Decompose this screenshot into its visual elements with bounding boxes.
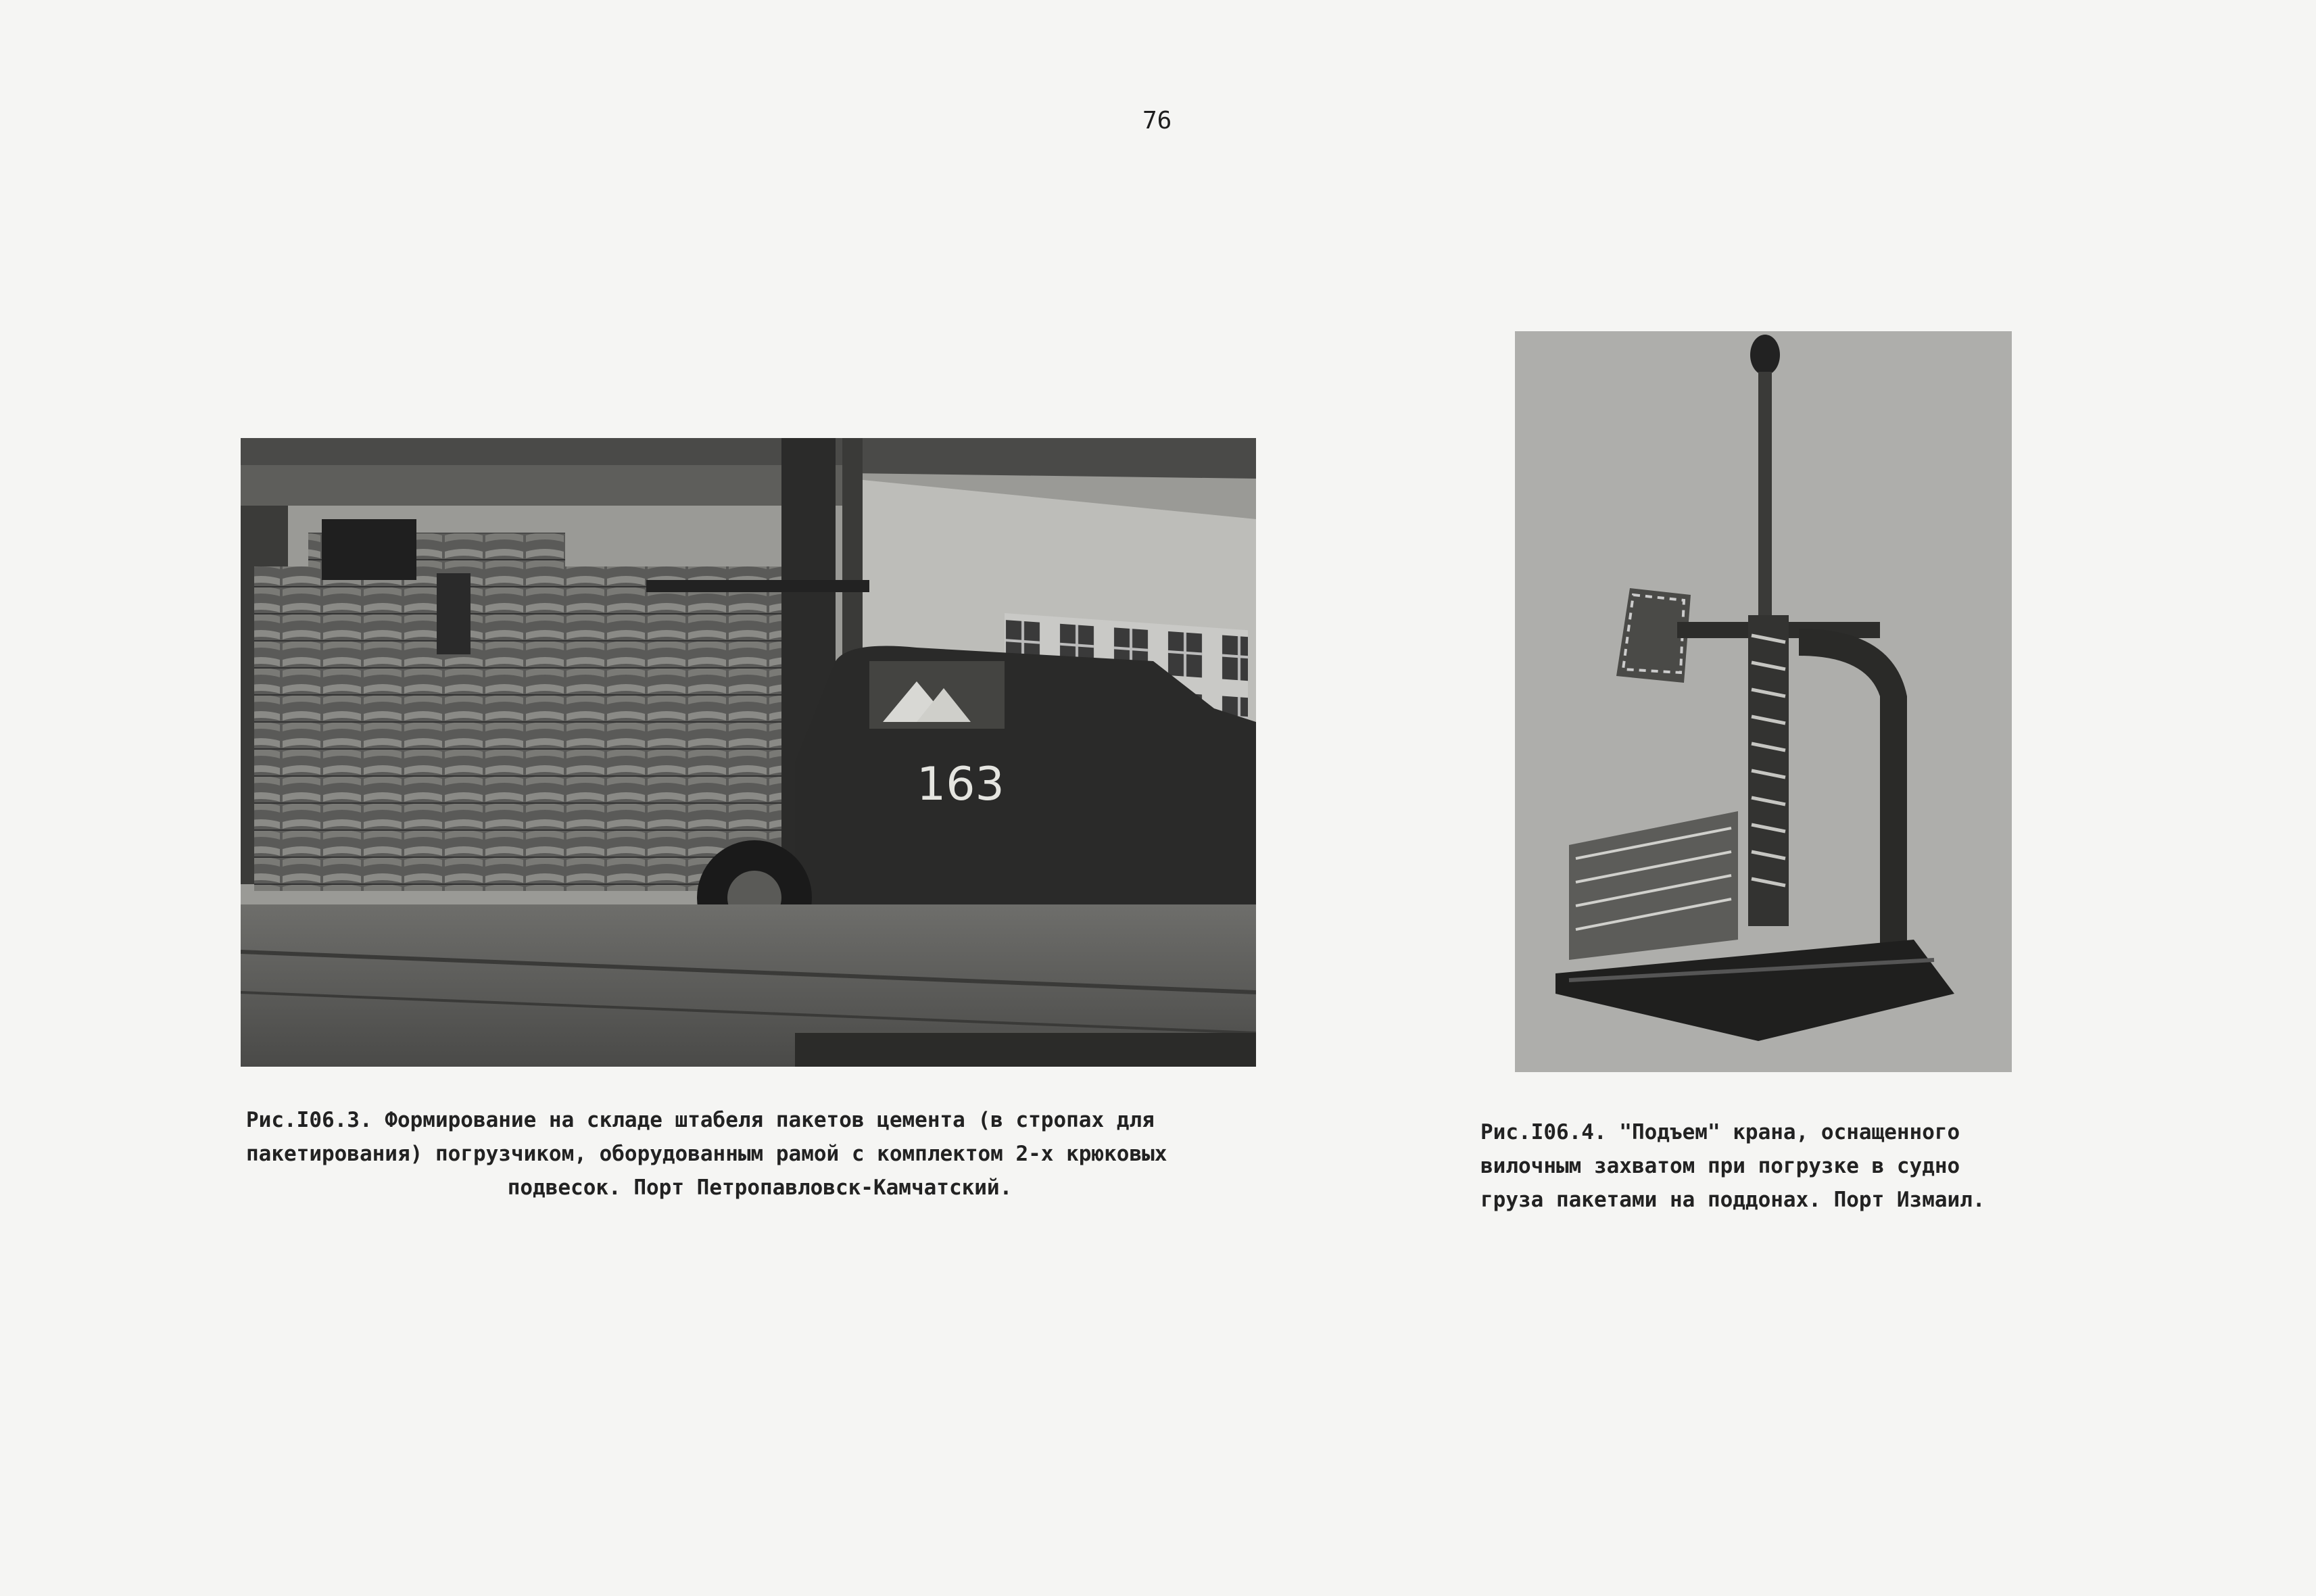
figure-caption-106-3: [246, 1103, 1274, 1205]
vehicle-number: 163: [917, 758, 1005, 811]
caption-line: груза пакетами на поддонах. Порт Измаил.: [1480, 1188, 1985, 1212]
caption-line: вилочным захватом при погрузке в судно: [1480, 1154, 1960, 1178]
caption-line: Рис.I06.3. Формирование на складе штабеля пакетов цемента (в стропах для: [246, 1108, 1155, 1132]
photo-forklift-warehouse: [241, 438, 1256, 1067]
caption-line: Рис.I06.4. "Подъем" крана, оснащенного: [1480, 1120, 1960, 1144]
figure-caption-106-4: [1480, 1115, 2062, 1217]
caption-line: пакетирования) погрузчиком, оборудованным рамой с комплектом 2-х крюковых: [246, 1142, 1167, 1166]
caption-line: подвесок. Порт Петропавловск-Камчатский.: [507, 1176, 1013, 1200]
photo-crane-fork-grab: [1515, 331, 2012, 1072]
page-number: 76: [1142, 107, 1172, 135]
